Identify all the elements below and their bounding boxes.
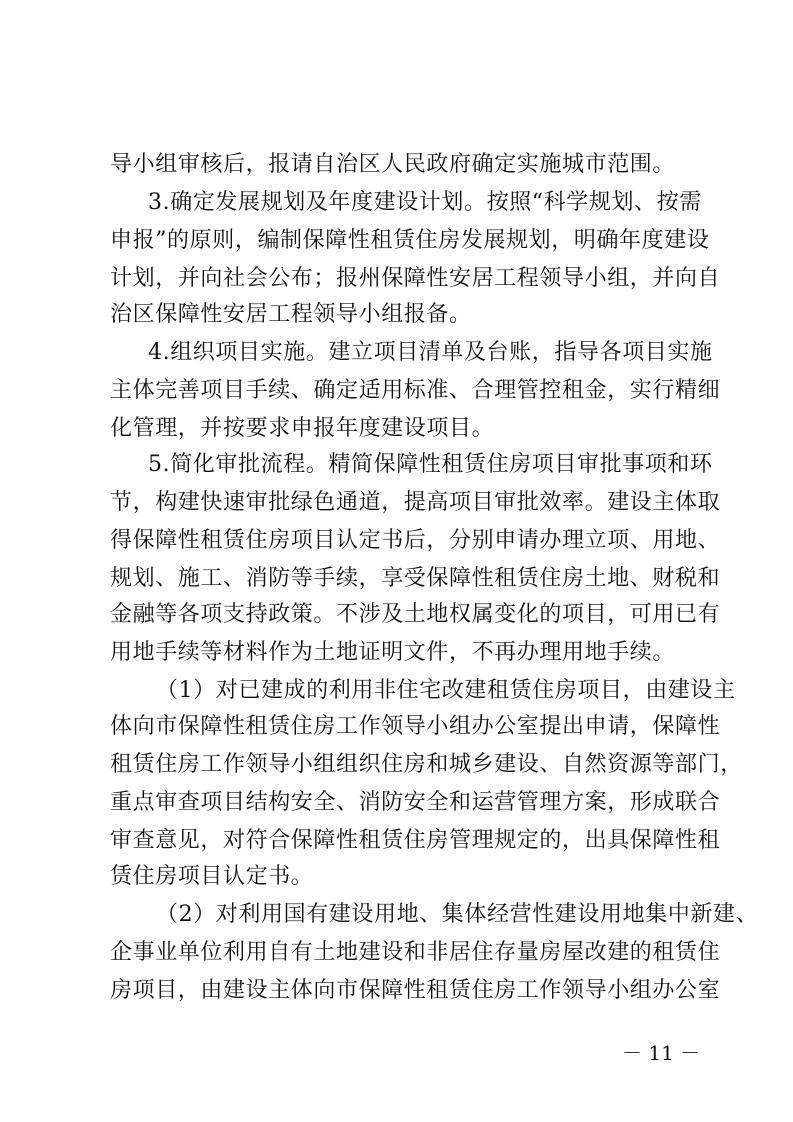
text-line: 4.组织项目实施。建立项目清单及台账，指导各项目实施 <box>148 340 713 365</box>
text-line: （2）对利用国有建设用地、集体经营性建设用地集中新建、 <box>156 902 759 927</box>
text-line: 导小组审核后，报请自治区人民政府确定实施城市范围。 <box>110 152 676 177</box>
text-line: 赁住房项目认定书。 <box>110 864 314 889</box>
text-line: 计划，并向社会公布；报州保障性安居工程领导小组，并向自 <box>110 266 721 291</box>
text-line: 申报”的原则，编制保障性租赁住房发展规划，明确年度建设 <box>110 228 710 253</box>
text-line: 租赁住房工作领导小组组织住房和城乡建设、自然资源等部门， <box>110 752 743 777</box>
text-line: 规划、施工、消防等手续，享受保障性租赁住房土地、财税和 <box>110 566 721 591</box>
text-line: 审查意见，对符合保障性租赁住房管理规定的，出具保障性租 <box>110 828 721 853</box>
text-line: 主体完善项目手续、确定适用标准、合理管控租金，实行精细 <box>110 378 721 403</box>
text-line: 化管理，并按要求申报年度建设项目。 <box>110 416 495 441</box>
text-line: （1）对已建成的利用非住宅改建租赁住房项目，由建设主 <box>156 678 736 703</box>
text-line: 重点审查项目结构安全、消防安全和运营管理方案，形成联合 <box>110 790 721 815</box>
text-line: 节，构建快速审批绿色通道，提高项目审批效率。建设主体取 <box>110 490 721 515</box>
page-number: － 11 － <box>622 1041 701 1065</box>
text-line: 金融等各项支持政策。不涉及土地权属变化的项目，可用已有 <box>110 602 721 627</box>
text-line: 房项目，由建设主体向市保障性租赁住房工作领导小组办公室 <box>110 978 721 1003</box>
text-line: 5.简化审批流程。精简保障性租赁住房项目审批事项和环 <box>148 452 713 477</box>
text-line: 治区保障性安居工程领导小组报备。 <box>110 302 472 327</box>
text-line: 得保障性租赁住房项目认定书后，分别申请办理立项、用地、 <box>110 528 721 553</box>
text-line: 体向市保障性租赁住房工作领导小组办公室提出申请，保障性 <box>110 714 721 739</box>
text-line: 用地手续等材料作为土地证明文件，不再办理用地手续。 <box>110 640 676 665</box>
text-line: 3.确定发展规划及年度建设计划。按照“科学规划、按需 <box>148 190 702 215</box>
text-line: 企事业单位利用自有土地建设和非居住存量房屋改建的租赁住 <box>110 940 721 965</box>
